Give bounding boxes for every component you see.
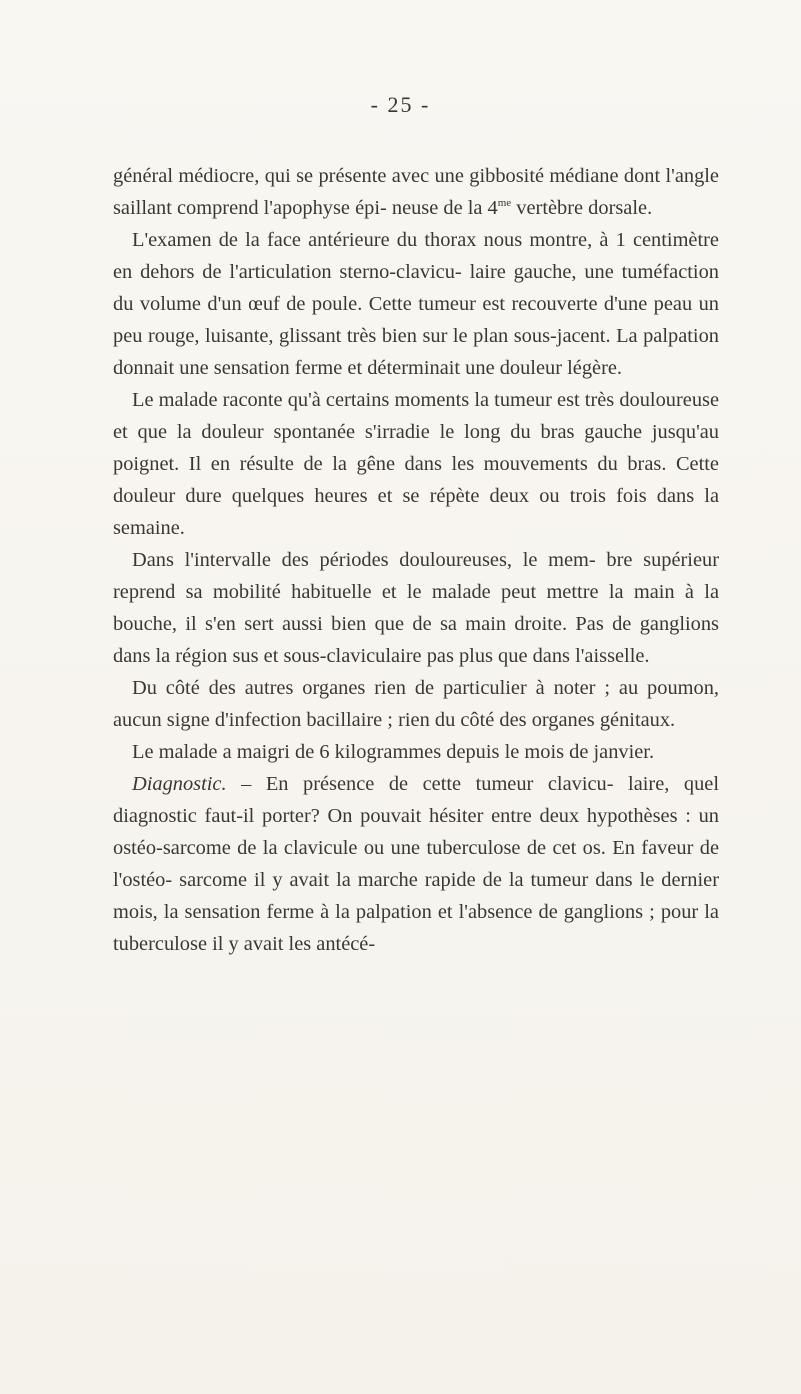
paragraph-1: [113, 160, 719, 224]
paragraph-7-text: – En présence de cette tumeur clavicu- laire, quel diagnostic faut-il porter? On pouvait hésiter entre deux hypothèses : un ostéo-sarcome de la clavicule ou une tuberculose de cet os. En faveur de l'ostéo- sarcome il y avait la marche rapide de la tumeur dans le dernier mois, la sensation ferme à la palpation et l'absence de ganglions ; pour la tuberculose il y avait les antécé-: [113, 773, 719, 955]
diagnostic-heading: Diagnostic.: [132, 773, 227, 795]
paragraph-1-end: vertèbre dorsale.: [511, 197, 653, 219]
paragraph-2: L'examen de la face antérieure du thorax nous montre, à 1 centimètre en dehors de l'articulation sterno-clavicu- laire gauche, une tuméfaction du volume d'un œuf de poule. Cette tumeur est recouverte d'une peau un peu rouge, luisante, glissant très bien sur le plan sous-jacent. La palpation donnait une sensation ferme et déterminait une douleur légère.: [113, 229, 719, 379]
paragraph-4: Dans l'intervalle des périodes douloureuses, le mem- bre supérieur reprend sa mobilité habituelle et le malade peut mettre la main à la bouche, il s'en sert aussi bien que de sa main droite. Pas de ganglions dans la région sus et sous-claviculaire pas plus que dans l'aisselle.: [113, 549, 719, 667]
paragraph-5: Du côté des autres organes rien de particulier à noter ; au poumon, aucun signe d'infection bacillaire ; rien du côté des organes génitaux.: [113, 677, 719, 731]
ordinal-superscript: me: [497, 197, 512, 210]
body-text: [113, 160, 719, 960]
paragraph-1-text: général médiocre, qui se présente avec une gibbosité médiane dont l'angle saillant comprend l'apophyse épi- neuse de la 4: [113, 165, 719, 219]
paragraph-3: Le malade raconte qu'à certains moments la tumeur est très douloureuse et que la douleur spontanée s'irradie le long du bras gauche jusqu'au poignet. Il en résulte de la gêne dans les mouvements du bras. Cette douleur dure quelques heures et se répète deux ou trois fois dans la semaine.: [113, 389, 719, 539]
paragraph-6: Le malade a maigri de 6 kilogrammes depuis le mois de janvier.: [132, 741, 655, 763]
page-number: - 25 -: [370, 92, 431, 117]
paragraph-7: [113, 768, 719, 960]
